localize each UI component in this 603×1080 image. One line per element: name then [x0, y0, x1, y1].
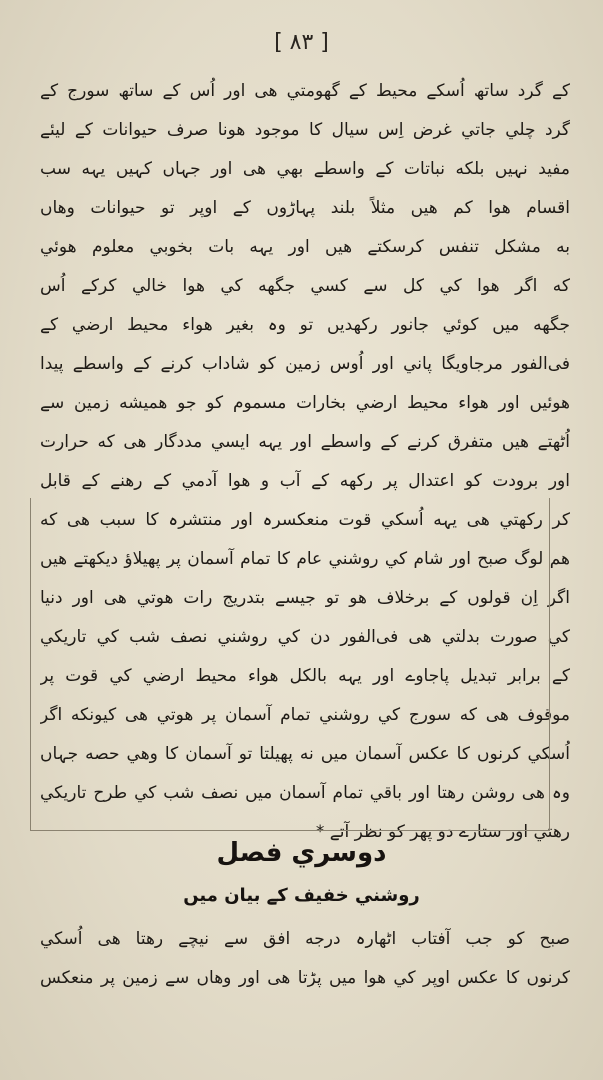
- text-line: گرد چلي جاتي غرض اِس سیال کا موجود ھونا صرف حیوانات کے لیئے: [40, 120, 570, 140]
- text-line: جگھه میں کوئي جانور رکھدیں تو وہ بغیر ھواء محیط ارضي کے: [40, 315, 570, 335]
- text-line: کرنوں کا عکس اوپر کي ھوا میں پڑتا ھی اور وھاں سے زمین پر منعکس: [40, 968, 570, 988]
- text-line: مفید نہیں بلکه نباتات کے واسطے بھي ھی اور جہاں کہیں یہه سب: [40, 159, 570, 179]
- text-line: کے برابر تبدیل پاجاوے اور یہه بالکل ھواء محیط ارضي کي قوت پر: [40, 666, 570, 686]
- text-line: وہ ھی روشن رھتا اور باقي تمام آسمان میں نصف شب کي طرح تاریکي: [40, 783, 570, 803]
- text-line: به مشکل تنفس کرسکتے ھیں اور یہه بات بخوبي معلوم ھوئي: [40, 237, 570, 257]
- text-line: موقوف ھی که سورج کي روشني تمام آسمان پر ھوتي ھی کیونکه اگر: [40, 705, 570, 725]
- page-frame-border: [30, 498, 550, 831]
- text-line: که اگر ھوا کي کل سے کسي جگھه کي ھوا خالي کرکے اُس: [40, 276, 570, 296]
- text-line: اقسام ھوا کم ھیں مثلاً بلند پہاڑوں کے اوپر تو حیوانات وھاں: [40, 198, 570, 218]
- text-line: اور برودت کو اعتدال پر رکھه کے آب و ھوا آدمي کے رھنے کے قابل: [40, 471, 570, 491]
- text-line: کي صورت بدلتي ھی فی‌الفور دن کي روشني نصف شب کي تاریکي: [40, 627, 570, 647]
- text-line: اُٹھتے ھیں متفرق کرنے کے واسطے اور یہه ایسي مددگار ھی که حرارت: [40, 432, 570, 452]
- text-line: فی‌الفور مرجاویگا پاني اور اُوس زمین کو شاداب کرنے کے واسطے پیدا: [40, 354, 570, 374]
- text-line: اُسکي کرنوں کا عکس آسمان میں نه پھیلتا تو آسمان کا وھي حصه جہاں: [40, 744, 570, 764]
- text-line-last: رھتي اور ستارے دو پھر کو نظر آتے *: [315, 822, 570, 842]
- text-line: ھوئیں اور ھواء محیط ارضي بخارات مسموم کو جو ھمیشه زمین سے: [40, 393, 570, 413]
- text-line: ھم لوگ صبح اور شام کي روشني عام کا تمام آسمان پر پھیلاؤ دیکھتے ھیں: [40, 549, 570, 569]
- section-body-text: [40, 920, 570, 998]
- page-number: [ ۸۳ ]: [274, 30, 329, 55]
- text-line: کر رکھتي ھی یہه اُسکي قوت منعکسرہ اور منتشرہ کا سبب ھی که: [40, 510, 570, 530]
- section-heading: دوسري فصل: [216, 838, 387, 868]
- text-line: اگر اِن قولوں کے برخلاف ھو تو جیسے بتدریج رات ھوتي ھی اور دنیا: [40, 588, 570, 608]
- text-line: صبح کو جب آفتاب اٹھارہ درجه افق سے نیچے رھتا ھی اُسکي: [40, 929, 570, 949]
- section-subheading: روشني خفیف کے بیان میں: [183, 885, 420, 906]
- text-line: کے گرد ساتھ اُسکے محیط کے گھومتي ھی اور اُس کے ساتھ سورج کے: [40, 81, 570, 101]
